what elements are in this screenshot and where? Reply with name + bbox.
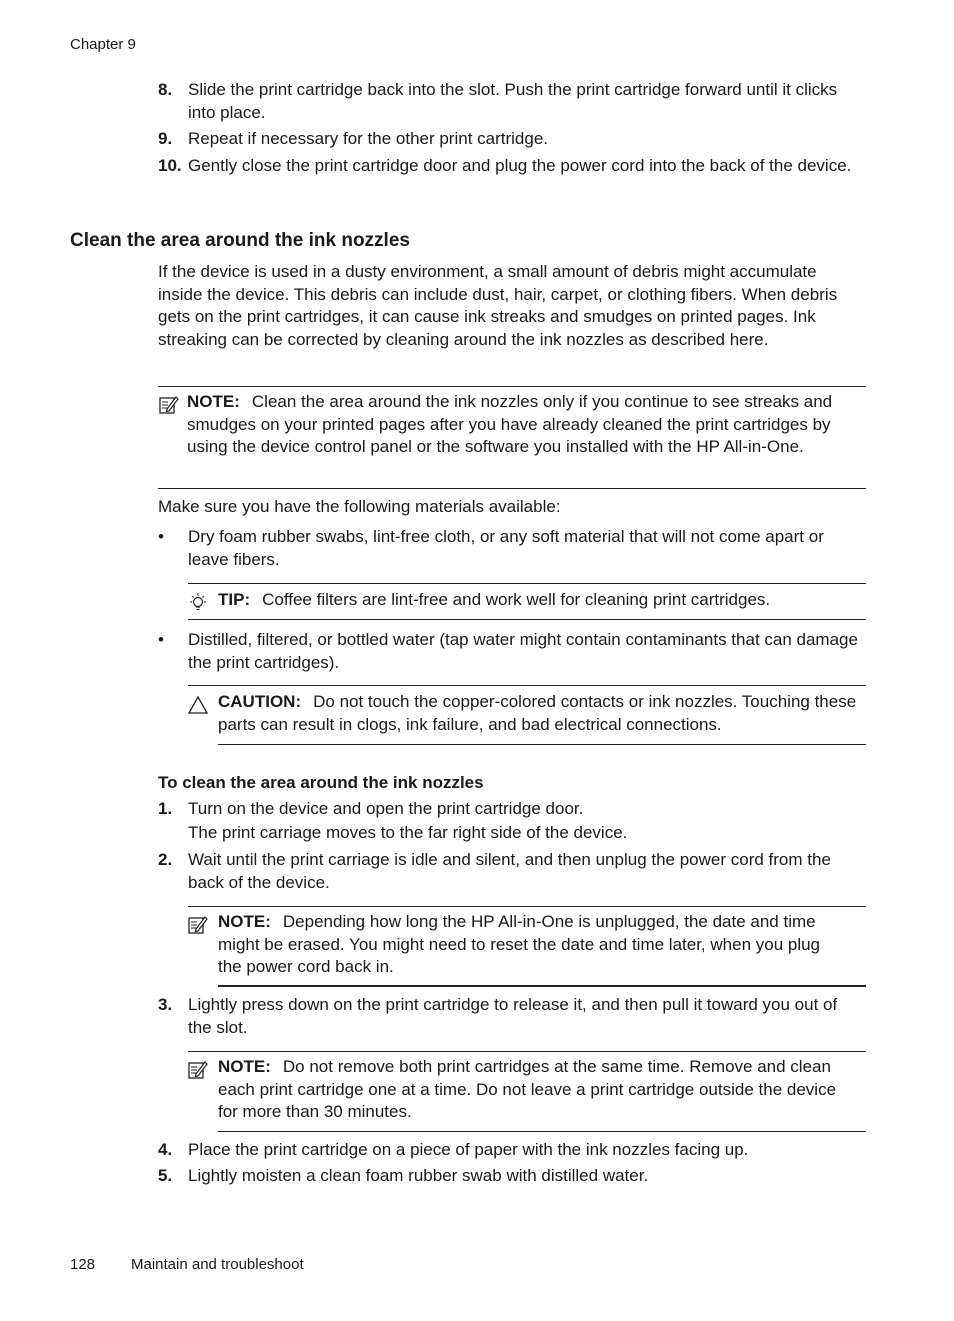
tip-text: Coffee filters are lint-free and work well for cleaning print cartridges. bbox=[262, 590, 771, 609]
footer-section-title: Maintain and troubleshoot bbox=[131, 1256, 304, 1273]
step-text: Slide the print cartridge back into the slot. Push the print cartridge forward until it clicks into place. bbox=[188, 80, 838, 122]
note-label: NOTE: bbox=[187, 392, 240, 411]
step-number: 8. bbox=[158, 80, 173, 99]
procedure-step-2 bbox=[158, 849, 858, 895]
note-3 bbox=[218, 1056, 848, 1124]
note-label: NOTE: bbox=[218, 1057, 271, 1076]
procedure-title: To clean the area around the ink nozzles bbox=[158, 773, 484, 792]
step-8 bbox=[158, 79, 858, 125]
step-subtext: The print carriage moves to the far right side of the device. bbox=[188, 823, 628, 842]
note-bottom-rule bbox=[158, 488, 866, 489]
step-text: Lightly moisten a clean foam rubber swab with distilled water. bbox=[188, 1166, 649, 1185]
caution-bottom-rule bbox=[218, 744, 866, 745]
note-text: Depending how long the HP All-in-One is unplugged, the date and time might be erased. You might need to reset the date and time later, when you plug the power cord back in. bbox=[218, 912, 821, 976]
bullet-item-swabs: Dry foam rubber swabs, lint-free cloth, or any soft material that will not come apart or leave fibers. bbox=[188, 527, 824, 569]
bullet-marker: • bbox=[158, 630, 164, 649]
step-number: 1. bbox=[158, 799, 173, 818]
tip-top-rule bbox=[188, 583, 866, 584]
bullet-marker: • bbox=[158, 527, 164, 546]
tip bbox=[218, 589, 858, 612]
procedure-step-5 bbox=[158, 1165, 858, 1189]
note-pencil-icon bbox=[187, 1059, 209, 1081]
step-9 bbox=[158, 128, 858, 152]
page-number: 128 bbox=[70, 1256, 96, 1273]
step-text: Wait until the print carriage is idle and silent, and then unplug the power cord from the back of the device. bbox=[188, 850, 831, 892]
caution-label: CAUTION: bbox=[218, 692, 302, 711]
caution bbox=[218, 691, 863, 736]
note-bottom-rule bbox=[218, 985, 866, 987]
step-text: Repeat if necessary for the other print cartridge. bbox=[188, 129, 549, 148]
step-number: 10. bbox=[158, 156, 182, 175]
caution-top-rule bbox=[188, 685, 866, 686]
note-1 bbox=[187, 391, 857, 459]
note-bottom-rule bbox=[218, 1131, 866, 1132]
step-text: Place the print cartridge on a piece of paper with the ink nozzles facing up. bbox=[188, 1140, 749, 1159]
section-heading: Clean the area around the ink nozzles bbox=[70, 230, 410, 251]
lightbulb-icon bbox=[187, 592, 209, 614]
procedure-step-4 bbox=[158, 1139, 858, 1163]
tip-label: TIP: bbox=[218, 590, 251, 609]
procedure-step-3 bbox=[158, 994, 858, 1040]
note-text: Clean the area around the ink nozzles only if you continue to see streaks and smudges on your printed pages after you have already cleaned the print cartridges by using the device control panel or the software you installed with the HP All-in-One. bbox=[187, 392, 833, 456]
step-number: 9. bbox=[158, 129, 173, 148]
bullet-item-water: Distilled, filtered, or bottled water (tap water might contain contaminants that can damage the print cartridges). bbox=[188, 630, 858, 672]
step-text: Gently close the print cartridge door and plug the power cord into the back of the device. bbox=[188, 156, 852, 175]
step-text: Turn on the device and open the print cartridge door. bbox=[188, 799, 584, 818]
note-label: NOTE: bbox=[218, 912, 271, 931]
note-top-rule bbox=[158, 386, 866, 387]
step-number: 5. bbox=[158, 1166, 173, 1185]
chapter-label: Chapter 9 bbox=[70, 36, 136, 53]
step-number: 2. bbox=[158, 850, 173, 869]
intro-paragraph: If the device is used in a dusty environment, a small amount of debris might accumulate inside the device. This debris can include dust, hair, carpet, or clothing fibers. When debris gets on the print cartridges, it can cause ink streaks and smudges on printed pages. Ink streaking can be corrected by cleaning around the ink nozzles as described here. bbox=[158, 262, 838, 349]
note-text: Do not remove both print cartridges at the same time. Remove and clean each print cartridge one at a time. Do not leave a print cartridge outside the device for more than 30 minutes. bbox=[218, 1057, 837, 1121]
note-top-rule bbox=[188, 906, 866, 907]
warning-triangle-icon bbox=[187, 694, 209, 716]
note-pencil-icon bbox=[187, 914, 209, 936]
note-pencil-icon bbox=[158, 394, 180, 416]
step-text: Lightly press down on the print cartridge to release it, and then pull it toward you out of the slot. bbox=[188, 995, 838, 1037]
caution-text: Do not touch the copper-colored contacts or ink nozzles. Touching these parts can result in clogs, ink failure, and bad electrical connections. bbox=[218, 692, 857, 734]
materials-intro: Make sure you have the following materials available: bbox=[158, 497, 561, 516]
tip-bottom-rule bbox=[188, 619, 866, 620]
step-10 bbox=[158, 155, 858, 201]
procedure-step-1 bbox=[158, 798, 858, 844]
step-number: 3. bbox=[158, 995, 173, 1014]
note-2 bbox=[218, 911, 848, 979]
step-number: 4. bbox=[158, 1140, 173, 1159]
note-top-rule bbox=[188, 1051, 866, 1052]
